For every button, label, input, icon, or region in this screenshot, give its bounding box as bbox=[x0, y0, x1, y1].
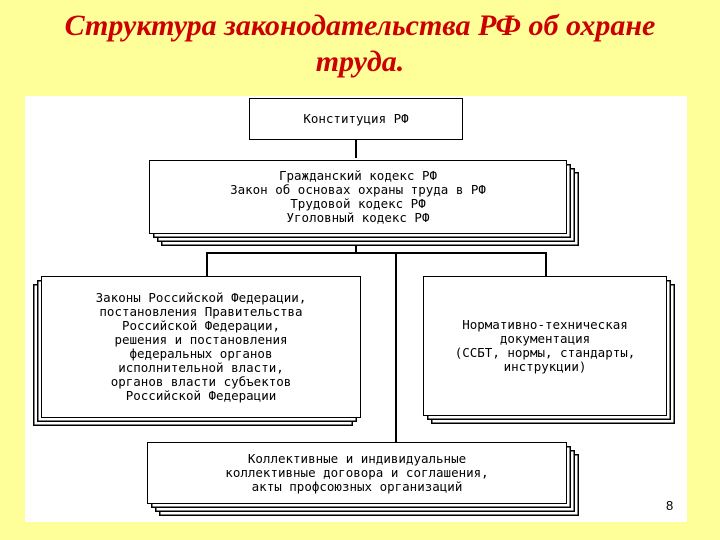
constitution-box: Конституция РФ bbox=[249, 98, 463, 140]
codes-box: Гражданский кодекс РФ Закон об основах охраны труда в РФ Трудовой кодекс РФ Уголовный кодекс РФ bbox=[149, 160, 567, 234]
connector-center-down bbox=[395, 252, 397, 442]
collective-box: Коллективные и индивидуальные коллективные договора и соглашения, акты профсоюзных организаций bbox=[147, 442, 567, 504]
slide-title-line1: Структура законодательства РФ об охране bbox=[64, 9, 656, 42]
technical-docs-box: Нормативно-техническая документация (ССБТ, нормы, стандарты, инструкции) bbox=[423, 276, 667, 416]
page-number: 8 bbox=[666, 498, 674, 513]
connector-right-drop bbox=[545, 252, 547, 276]
connector-codes-branch bbox=[355, 234, 357, 252]
connector-constitution-codes bbox=[355, 140, 357, 158]
connector-horizontal-bar bbox=[206, 252, 546, 254]
connector-left-drop bbox=[206, 252, 208, 276]
federal-laws-box: Законы Российской Федерации, постановления Правительства Российской Федерации, решения и постановления федеральных органов исполнительной власти, органов власти субъектов Российской Федерации bbox=[41, 276, 361, 418]
slide-title bbox=[0, 8, 720, 80]
slide-title-line2: труда. bbox=[315, 45, 405, 78]
diagram-panel bbox=[25, 96, 687, 522]
